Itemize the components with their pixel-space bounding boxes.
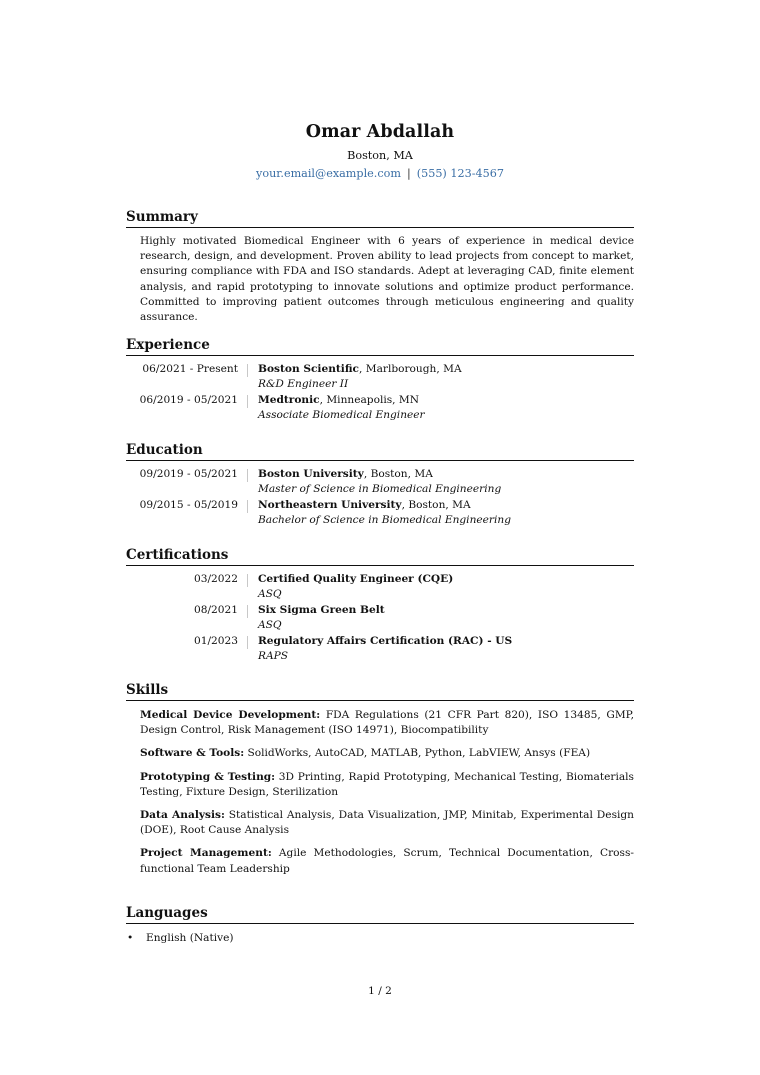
certification-name: Regulatory Affairs Certification (RAC) - US (258, 635, 513, 647)
entry-date: 09/2015 - 05/2019 (139, 499, 238, 511)
bullet-icon: • (127, 932, 134, 944)
section-divider (126, 565, 634, 566)
entry-organization: Boston University (258, 468, 364, 480)
certification-issuer: RAPS (258, 650, 289, 662)
skill-list: 3D Printing, Rapid Prototyping, Mechanical Testing, Biomaterials Testing, Fixture Design, Sterilization (140, 770, 634, 798)
skill-group (140, 708, 634, 738)
skill-category: Software & Tools: (140, 747, 245, 760)
skill-category: Prototyping & Testing: (140, 770, 276, 783)
entry-divider (247, 605, 248, 618)
section-title-certifications: Certifications (126, 547, 229, 563)
entry-role: Associate Biomedical Engineer (258, 409, 425, 421)
education-section (126, 441, 634, 528)
skill-list: Statistical Analysis, Data Visualization, JMP, Minitab, Experimental Design (DOE), Root Cause Analysis (140, 809, 634, 837)
candidate-name: Omar Abdallah (305, 122, 455, 142)
entry-organization: Boston Scientific (258, 363, 359, 375)
entry-degree: Master of Science in Biomedical Engineering (258, 483, 502, 495)
summary-section (126, 208, 634, 325)
skill-group (140, 846, 634, 876)
entry-divider (247, 469, 248, 482)
section-divider (126, 460, 634, 461)
contact-separator: | (406, 167, 411, 180)
skill-category: Medical Device Development: (140, 709, 321, 721)
section-title-education: Education (126, 442, 203, 458)
certification-issuer: ASQ (258, 588, 282, 600)
education-entry (126, 497, 634, 528)
entry-date: 08/2021 (193, 604, 238, 616)
entry-divider (247, 636, 248, 649)
entry-date: 01/2023 (193, 635, 238, 647)
entry-divider (247, 574, 248, 587)
section-title-skills: Skills (126, 682, 169, 698)
section-title-experience: Experience (126, 337, 210, 353)
section-title-summary: Summary (126, 209, 198, 225)
entry-location: , Boston, MA (363, 468, 433, 480)
entry-location: , Minneapolis, MN (319, 394, 420, 406)
language-label: English (Native) (146, 932, 234, 944)
email-link[interactable]: your.email@example.com (256, 167, 401, 180)
entry-date: 09/2019 - 05/2021 (139, 468, 238, 480)
skill-list: FDA Regulations (21 CFR Part 820), ISO 13485, GMP, Design Control, Risk Management (ISO 14971), Biocompatibility (140, 709, 635, 737)
entry-divider (247, 500, 248, 513)
skill-group (140, 746, 634, 761)
entry-divider (247, 395, 248, 408)
section-divider (126, 923, 634, 924)
education-entry (126, 466, 634, 497)
phone-link[interactable]: (555) 123-4567 (416, 167, 504, 180)
certification-entry (126, 633, 634, 664)
certification-entry (126, 571, 634, 602)
entry-date: 06/2019 - 05/2021 (139, 394, 238, 406)
entry-date: 06/2021 - Present (142, 363, 238, 375)
skill-list: SolidWorks, AutoCAD, MATLAB, Python, LabVIEW, Ansys (FEA) (244, 747, 591, 760)
entry-location: , Marlborough, MA (358, 363, 462, 375)
skills-section (126, 681, 634, 885)
section-divider (126, 355, 634, 356)
skill-category: Data Analysis: (140, 809, 225, 822)
section-divider (126, 227, 634, 228)
entry-location: , Boston, MA (401, 499, 471, 511)
certification-entry (126, 602, 634, 633)
entry-divider (247, 364, 248, 377)
entry-degree: Bachelor of Science in Biomedical Engineering (258, 514, 511, 526)
certification-name: Six Sigma Green Belt (258, 604, 385, 616)
section-title-languages: Languages (126, 905, 208, 921)
entry-role: R&D Engineer II (258, 378, 349, 390)
candidate-location: Boston, MA (347, 149, 413, 162)
certifications-section (126, 546, 634, 664)
entry-organization: Medtronic (258, 394, 320, 406)
skill-list: Agile Methodologies, Scrum, Technical Documentation, Cross-functional Team Leadership (140, 847, 634, 875)
experience-section (126, 336, 634, 423)
contact-line (0, 167, 760, 180)
summary-text: Highly motivated Biomedical Engineer with 6 years of experience in medical device research, design, and development. Proven ability to lead projects from concept to market, ensuring compliance with FDA and ISO standards. Adept at leveraging CAD, finite element analysis, and rapid prototyping to innovate solutions and optimize product performance. Committed to improving patient outcomes through meticulous engineering and quality assurance. (140, 235, 634, 324)
entry-date: 03/2022 (193, 573, 238, 585)
experience-entry (126, 392, 634, 423)
certification-issuer: ASQ (258, 619, 282, 631)
page-number: 1 / 2 (368, 985, 392, 997)
languages-section (126, 904, 634, 946)
skill-group (140, 770, 634, 800)
list-item (126, 931, 634, 946)
certification-name: Certified Quality Engineer (CQE) (258, 573, 454, 585)
skill-group (140, 808, 634, 838)
section-divider (126, 700, 634, 701)
entry-organization: Northeastern University (258, 499, 402, 511)
experience-entry (126, 361, 634, 392)
skill-category: Project Management: (140, 847, 272, 860)
